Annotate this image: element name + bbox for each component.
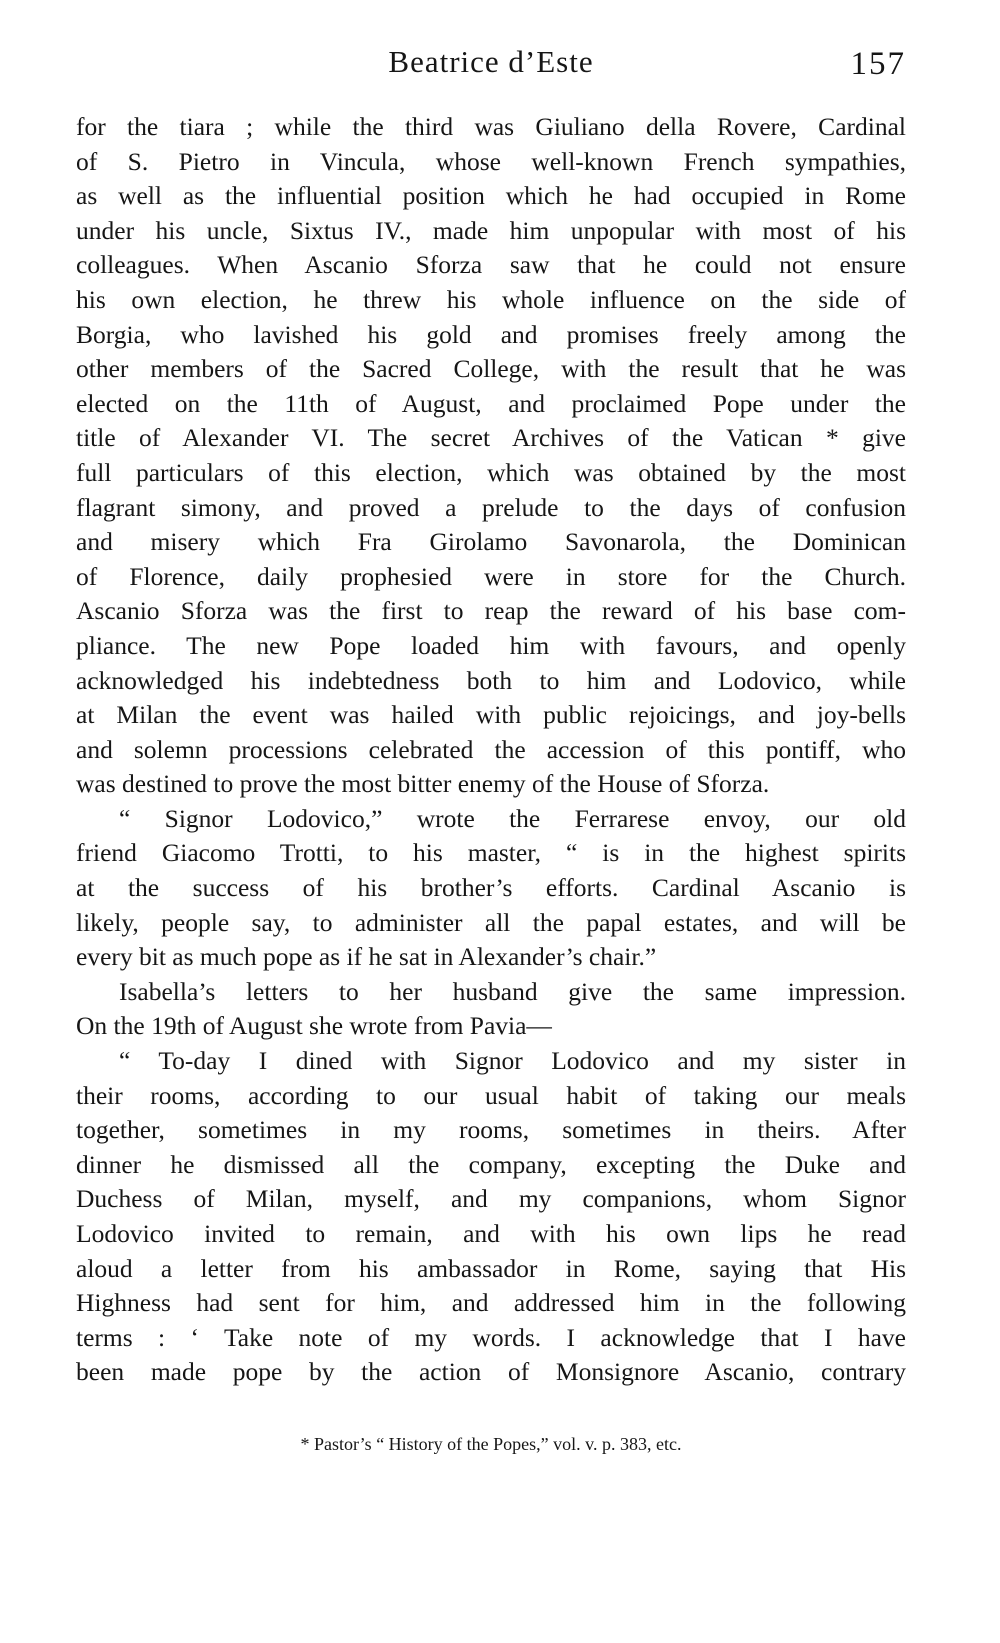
text-line: under his uncle, Sixtus IV., made him unpopular with most of his (76, 215, 906, 245)
text-line: as well as the influential position which he had occupied in Rome (76, 181, 906, 211)
text-line: pliance. The new Pope loaded him with favours, and openly (76, 630, 906, 660)
text-line: Isabella’s letters to her husband give the same impression. (119, 976, 906, 1006)
text-line: On the 19th of August she wrote from Pavia— (76, 1011, 552, 1041)
text-line: together, sometimes in my rooms, sometimes in theirs. After (76, 1115, 906, 1145)
text-line: his own election, he threw his whole influence on the side of (76, 284, 906, 314)
text-line: friend Giacomo Trotti, to his master, “ is in the highest spirits (76, 838, 906, 868)
text-line: and misery which Fra Girolamo Savonarola, the Dominican (76, 527, 906, 557)
running-head (76, 40, 906, 84)
text-line: Lodovico invited to remain, and with his own lips he read (76, 1219, 906, 1248)
footnote: * Pastor’s “ History of the Popes,” vol. v. p. 383, etc. (300, 1434, 682, 1454)
text-line: at Milan the event was hailed with public rejoicings, and joy-bells (76, 700, 906, 730)
text-line: “ To-day I dined with Signor Lodovico and my sister in (119, 1046, 906, 1076)
text-line: Borgia, who lavished his gold and promises freely among the (76, 319, 906, 349)
text-line: of Florence, daily prophesied were in store for the Church. (76, 561, 906, 591)
text-line: acknowledged his indebtedness both to him and Lodovico, while (76, 665, 906, 695)
text-line: Ascanio Sforza was the first to reap the reward of his base com- (76, 596, 906, 626)
text-line: their rooms, according to our usual habit of taking our meals (76, 1080, 906, 1110)
text-line: flagrant simony, and proved a prelude to the days of confusion (76, 492, 906, 522)
text-line: “ Signor Lodovico,” wrote the Ferrarese envoy, our old (119, 803, 906, 833)
text-line: dinner he dismissed all the company, excepting the Duke and (76, 1149, 906, 1179)
text-line: terms : ‘ Take note of my words. I acknowledge that I have (76, 1322, 906, 1352)
text-line: aloud a letter from his ambassador in Rome, saying that His (76, 1253, 906, 1283)
text-line: likely, people say, to administer all the papal estates, and will be (76, 907, 906, 937)
text-line: at the success of his brother’s efforts. Cardinal Ascanio is (76, 873, 906, 903)
text-line: of S. Pietro in Vincula, whose well-known French sympathies, (76, 146, 906, 176)
text-line: every bit as much pope as if he sat in Alexander’s chair.” (76, 942, 657, 972)
text-line: Duchess of Milan, myself, and my companions, whom Signor (76, 1184, 906, 1214)
text-line: colleagues. When Ascanio Sforza saw that he could not ensure (76, 250, 906, 280)
text-line: Highness had sent for him, and addressed him in the following (76, 1288, 906, 1318)
text-line: other members of the Sacred College, with the result that he was (76, 354, 906, 384)
running-title: Beatrice d’Este (388, 44, 594, 79)
page-number: 157 (850, 46, 906, 82)
text-line: for the tiara ; while the third was Giuliano della Rovere, Cardinal (76, 112, 906, 141)
text-line: elected on the 11th of August, and proclaimed Pope under the (76, 388, 906, 418)
text-line: title of Alexander VI. The secret Archives of the Vatican * give (76, 423, 906, 453)
body-text (76, 110, 906, 1390)
text-line: full particulars of this election, which was obtained by the most (76, 457, 906, 487)
text-line: was destined to prove the most bitter enemy of the House of Sforza. (76, 769, 770, 799)
text-line: been made pope by the action of Monsignore Ascanio, contrary (76, 1357, 906, 1387)
text-line: and solemn processions celebrated the accession of this pontiff, who (76, 734, 906, 764)
